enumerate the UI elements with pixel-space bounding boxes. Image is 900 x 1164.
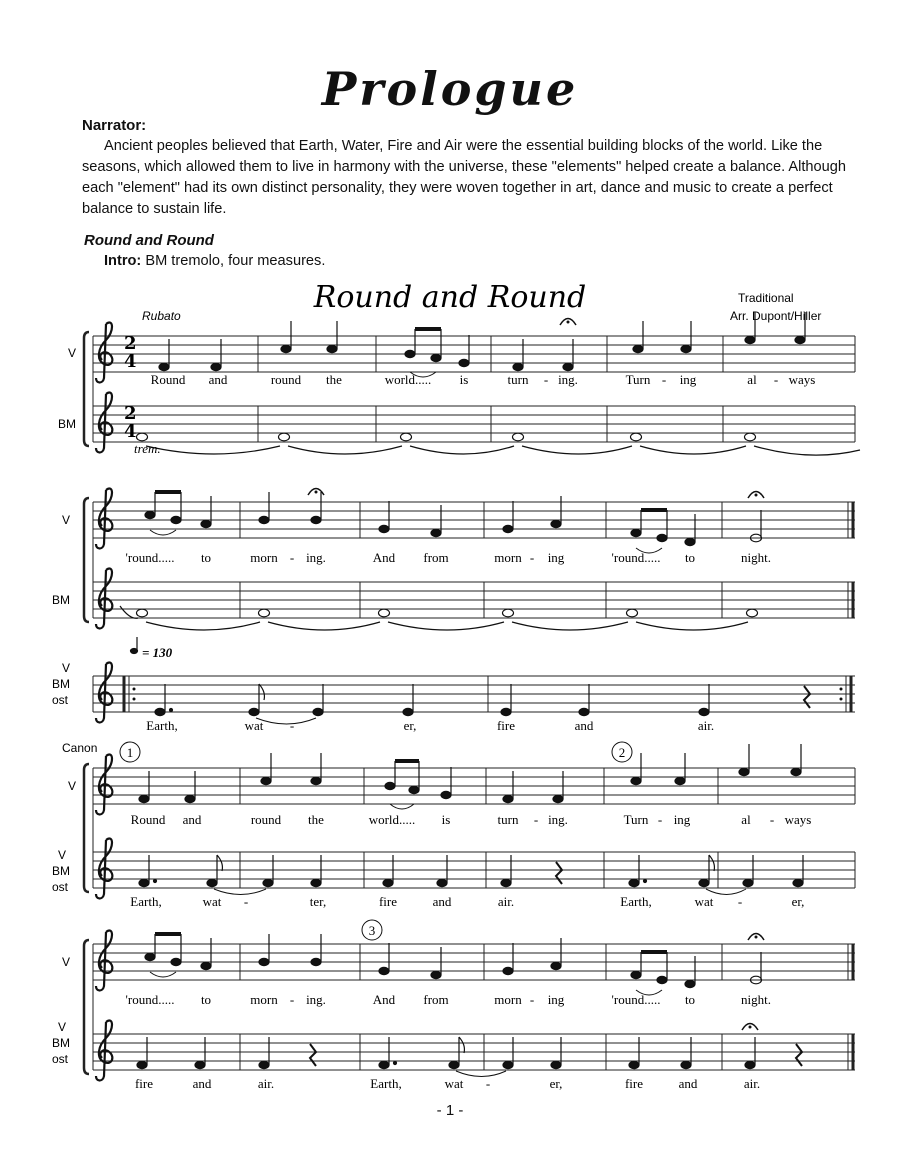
lyric-syllable: 'round.....	[125, 550, 175, 565]
lyric-syllable: Earth,	[146, 718, 178, 733]
time-signature-bottom-v: 4	[124, 351, 137, 372]
section-title: Round and Round	[84, 232, 214, 249]
metronome-mark: = 130	[142, 645, 173, 660]
lyrics-sys4-v	[131, 812, 812, 827]
lyric-syllable: 'round.....	[611, 550, 661, 565]
part-label-v-5b: V	[58, 1020, 67, 1034]
lyric-syllable: Earth,	[370, 1076, 402, 1091]
lyric-syllable: 'round.....	[611, 992, 661, 1007]
lyric-syllable: and	[678, 1076, 698, 1091]
lyric-syllable: ing	[679, 372, 697, 387]
lyric-syllable: night.	[741, 992, 771, 1007]
lyric-syllable: ing.	[548, 812, 568, 827]
lyric-syllable: is	[459, 372, 469, 387]
system-4	[52, 742, 855, 909]
lyric-syllable: air.	[257, 1076, 275, 1091]
system-5	[52, 920, 855, 1091]
lyric-syllable: ways	[788, 372, 816, 387]
lyric-syllable: ing	[673, 812, 691, 827]
narrator-label: Narrator:	[82, 117, 147, 134]
lyric-syllable: -	[543, 372, 549, 387]
lyric-syllable: ing.	[306, 992, 326, 1007]
tempo-rubato: Rubato	[142, 309, 181, 323]
part-label-ost-5: ost	[52, 1052, 69, 1066]
part-label-v-2: V	[62, 513, 71, 527]
narration-paragraph: Ancient peoples believed that Earth, Water, Fire and Air were the essential building blocks of the world. Like the seasons, which allowed them to live in harmony with the universe, these "elements" helped create a balance. Although each "element" had its own distinct personality, they were woven together in art, dance and music to create a perfect balance to sustain life.	[82, 138, 847, 217]
score-title: Round and Round	[313, 280, 587, 315]
lyric-syllable: and	[182, 812, 202, 827]
lyrics-sys2	[126, 550, 771, 565]
lyric-syllable: -	[773, 372, 779, 387]
part-label-v: V	[68, 346, 77, 360]
page-title: Prologue	[321, 62, 579, 116]
lyric-syllable: turn	[497, 812, 519, 827]
lyric-syllable: fire	[496, 718, 516, 733]
intro-text: BM tremolo, four measures.	[141, 253, 326, 269]
lyric-syllable: -	[769, 812, 775, 827]
lyric-syllable: world.....	[368, 812, 416, 827]
part-label-bm-4: BM	[52, 864, 70, 878]
credit-arranger: Arr. Dupont/Hiller	[730, 309, 822, 323]
lyric-syllable: from	[423, 550, 449, 565]
lyric-syllable: to	[684, 992, 696, 1007]
rehearsal-mark-2: 2	[618, 745, 626, 760]
lyric-syllable: -	[289, 718, 295, 733]
lyric-syllable: ing	[547, 550, 565, 565]
lyric-syllable: wat	[694, 894, 714, 909]
lyric-syllable: and	[208, 372, 228, 387]
lyrics-sys1	[151, 372, 816, 387]
lyric-syllable: and	[574, 718, 594, 733]
part-label-bm-5: BM	[52, 1036, 70, 1050]
lyric-syllable: to	[200, 992, 212, 1007]
lyric-syllable: er,	[791, 894, 805, 909]
lyric-syllable: ing.	[306, 550, 326, 565]
lyric-syllable: Turn	[623, 812, 649, 827]
lyric-syllable: is	[441, 812, 451, 827]
lyrics-sys4-ost	[130, 894, 804, 909]
part-label-bm-2: BM	[52, 593, 70, 607]
lyrics-sys3	[146, 718, 714, 733]
lyric-syllable: -	[529, 992, 535, 1007]
credit-traditional: Traditional	[738, 291, 794, 305]
lyric-syllable: And	[372, 550, 396, 565]
lyric-syllable: Round	[150, 372, 186, 387]
lyric-syllable: -	[529, 550, 535, 565]
canon-label: Canon	[62, 741, 98, 755]
lyric-syllable: round	[270, 372, 302, 387]
lyric-syllable: al	[741, 812, 751, 827]
lyric-syllable: -	[737, 894, 743, 909]
lyric-syllable: fire	[134, 1076, 154, 1091]
lyric-syllable: wat	[244, 718, 264, 733]
rehearsal-mark-1: 1	[126, 745, 134, 760]
lyric-syllable: ways	[784, 812, 812, 827]
part-label-bm-3: BM	[52, 677, 70, 691]
lyric-syllable: morn	[494, 992, 522, 1007]
lyric-syllable: ing.	[558, 372, 578, 387]
lyric-syllable: the	[308, 812, 324, 827]
lyric-syllable: And	[372, 992, 396, 1007]
lyric-syllable: -	[657, 812, 663, 827]
lyric-syllable: er,	[403, 718, 417, 733]
lyric-syllable: morn	[494, 550, 522, 565]
lyric-syllable: the	[326, 372, 342, 387]
trem-marking: trem.	[134, 441, 161, 456]
lyric-syllable: fire	[378, 894, 398, 909]
lyric-syllable: round	[250, 812, 282, 827]
lyric-syllable: -	[485, 1076, 491, 1091]
part-label-v-5: V	[62, 955, 71, 969]
time-signature-top-v: 2	[124, 333, 137, 354]
lyric-syllable: Turn	[625, 372, 651, 387]
lyrics-sys5-v	[126, 992, 771, 1007]
lyric-syllable: air.	[743, 1076, 761, 1091]
lyric-syllable: from	[423, 992, 449, 1007]
lyric-syllable: -	[289, 992, 295, 1007]
lyric-syllable: air.	[497, 894, 515, 909]
intro-label: Intro:	[104, 253, 142, 269]
part-label-ost-4: ost	[52, 880, 69, 894]
lyric-syllable: night.	[741, 550, 771, 565]
lyric-syllable: Round	[130, 812, 166, 827]
lyric-syllable: wat	[202, 894, 222, 909]
lyric-syllable: Earth,	[130, 894, 162, 909]
lyric-syllable: er,	[549, 1076, 563, 1091]
lyric-syllable: wat	[444, 1076, 464, 1091]
part-label-v-4b: V	[58, 848, 67, 862]
lyric-syllable: fire	[624, 1076, 644, 1091]
lyric-syllable: air.	[697, 718, 715, 733]
lyric-syllable: -	[243, 894, 249, 909]
part-label-v-3: V	[62, 661, 71, 675]
time-signature-bottom-bm: 4	[124, 421, 137, 442]
lyric-syllable: to	[684, 550, 696, 565]
lyric-syllable: Earth,	[620, 894, 652, 909]
lyric-syllable: and	[192, 1076, 212, 1091]
lyric-syllable: world.....	[384, 372, 432, 387]
lyric-syllable: -	[661, 372, 667, 387]
lyric-syllable: to	[200, 550, 212, 565]
lyric-syllable: -	[533, 812, 539, 827]
time-signature-top-bm: 2	[124, 403, 137, 424]
lyric-syllable: turn	[507, 372, 529, 387]
lyric-syllable: and	[432, 894, 452, 909]
part-label-bm: BM	[58, 417, 76, 431]
lyric-syllable: ing	[547, 992, 565, 1007]
system-2	[52, 489, 855, 631]
lyric-syllable: -	[289, 550, 295, 565]
rehearsal-mark-3: 3	[368, 923, 376, 938]
lyric-syllable: 'round.....	[125, 992, 175, 1007]
page-number: - 1 -	[436, 1102, 464, 1119]
lyric-syllable: morn	[250, 992, 278, 1007]
lyric-syllable: ter,	[309, 894, 327, 909]
lyrics-sys5-ost	[135, 1076, 760, 1091]
part-label-v-4: V	[68, 779, 77, 793]
lyric-syllable: al	[747, 372, 757, 387]
system-3	[52, 637, 855, 733]
system-1	[58, 312, 860, 456]
lyric-syllable: morn	[250, 550, 278, 565]
part-label-ost-3: ost	[52, 693, 69, 707]
